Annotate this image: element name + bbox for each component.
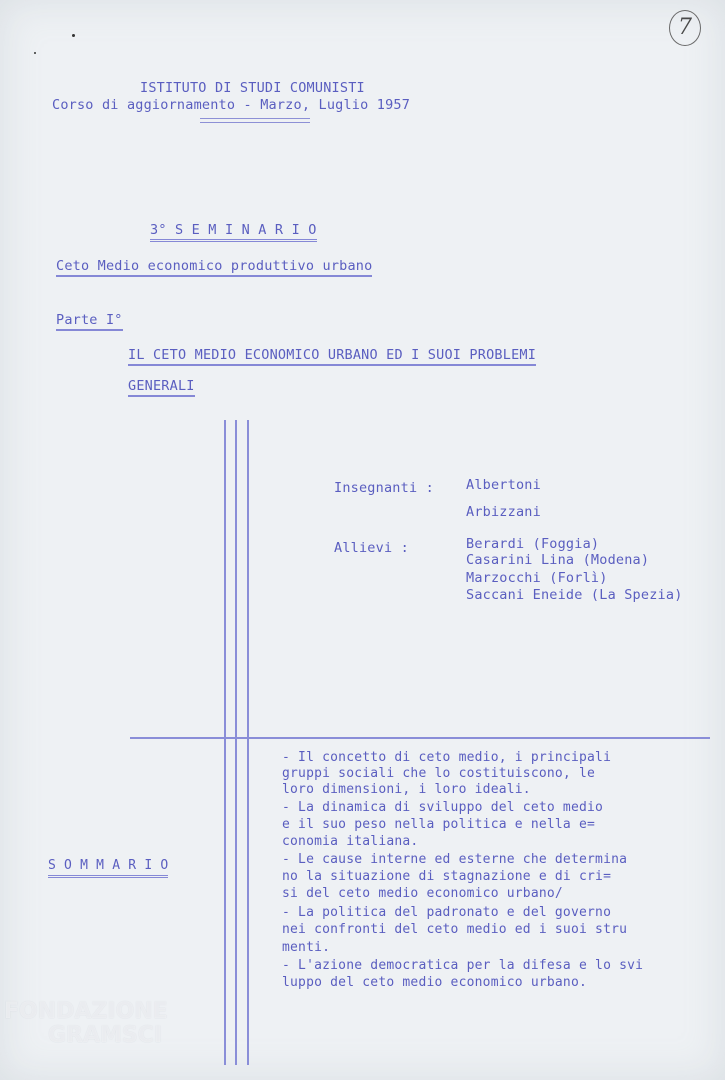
teacher-name: Arbizzani — [466, 504, 541, 520]
vertical-rule — [235, 420, 237, 1065]
list-item: - La politica del padronato e del governo — [282, 905, 612, 920]
page-number: 7 — [678, 15, 692, 40]
list-item: - Il concetto di ceto medio, i principali — [282, 750, 612, 765]
teachers-label: Insegnanti : — [334, 480, 434, 496]
sommario-label: S O M M A R I O — [48, 858, 168, 878]
student-name: Berardi (Foggia) — [466, 536, 600, 552]
archive-watermark — [4, 1000, 168, 1048]
ink-speck — [72, 34, 75, 37]
list-item: - La dinamica di sviluppo del ceto medio — [282, 800, 604, 815]
course-line: Corso di aggiornamento - Marzo, Luglio 1957 — [52, 97, 411, 113]
ink-speck — [34, 52, 36, 54]
seminar-title-line1: IL CETO MEDIO ECONOMICO URBANO ED I SUOI PROBLEMI — [128, 347, 536, 366]
header-underline — [200, 118, 310, 123]
part-label: Parte I° — [56, 312, 123, 331]
teacher-name: Albertoni — [466, 477, 541, 493]
watermark-line1: FONDAZIONE — [4, 999, 168, 1024]
list-item: menti. — [282, 940, 331, 955]
list-item: nei confronti del ceto medio ed i suoi stru — [282, 922, 628, 937]
students-label: Allievi : — [334, 540, 409, 556]
vertical-rule — [247, 420, 249, 1065]
list-item: luppo del ceto medio economico urbano. — [282, 975, 588, 990]
list-item: e il suo peso nella politica e nella e= — [282, 817, 596, 832]
list-item: no la situazione di stagnazione e di cri= — [282, 869, 612, 884]
list-item: si del ceto medio economico urbano/ — [282, 886, 563, 901]
list-item: conomia italiana. — [282, 834, 419, 849]
list-item: - Le cause interne ed esterne che determina — [282, 852, 628, 867]
list-item: - L'azione democratica per la difesa e lo svi — [282, 958, 644, 973]
student-name: Casarini Lina (Modena) — [466, 552, 650, 568]
student-name: Marzocchi (Forlì) — [466, 570, 608, 586]
vertical-rule — [224, 420, 226, 1065]
section-separator — [130, 737, 710, 739]
seminar-number: 3° S E M I N A R I O — [150, 222, 317, 242]
seminar-title-line2: GENERALI — [128, 378, 195, 397]
institute-name: ISTITUTO DI STUDI COMUNISTI — [140, 80, 365, 96]
list-item: gruppi sociali che lo costituiscono, le — [282, 766, 596, 781]
watermark-line2: GRAMSCI — [48, 1023, 163, 1048]
page-number-stamp — [669, 10, 701, 46]
list-item: loro dimensioni, i loro ideali. — [282, 782, 531, 797]
student-name: Saccani Eneide (La Spezia) — [466, 587, 683, 603]
seminar-subject: Ceto Medio economico produttivo urbano — [56, 258, 372, 277]
